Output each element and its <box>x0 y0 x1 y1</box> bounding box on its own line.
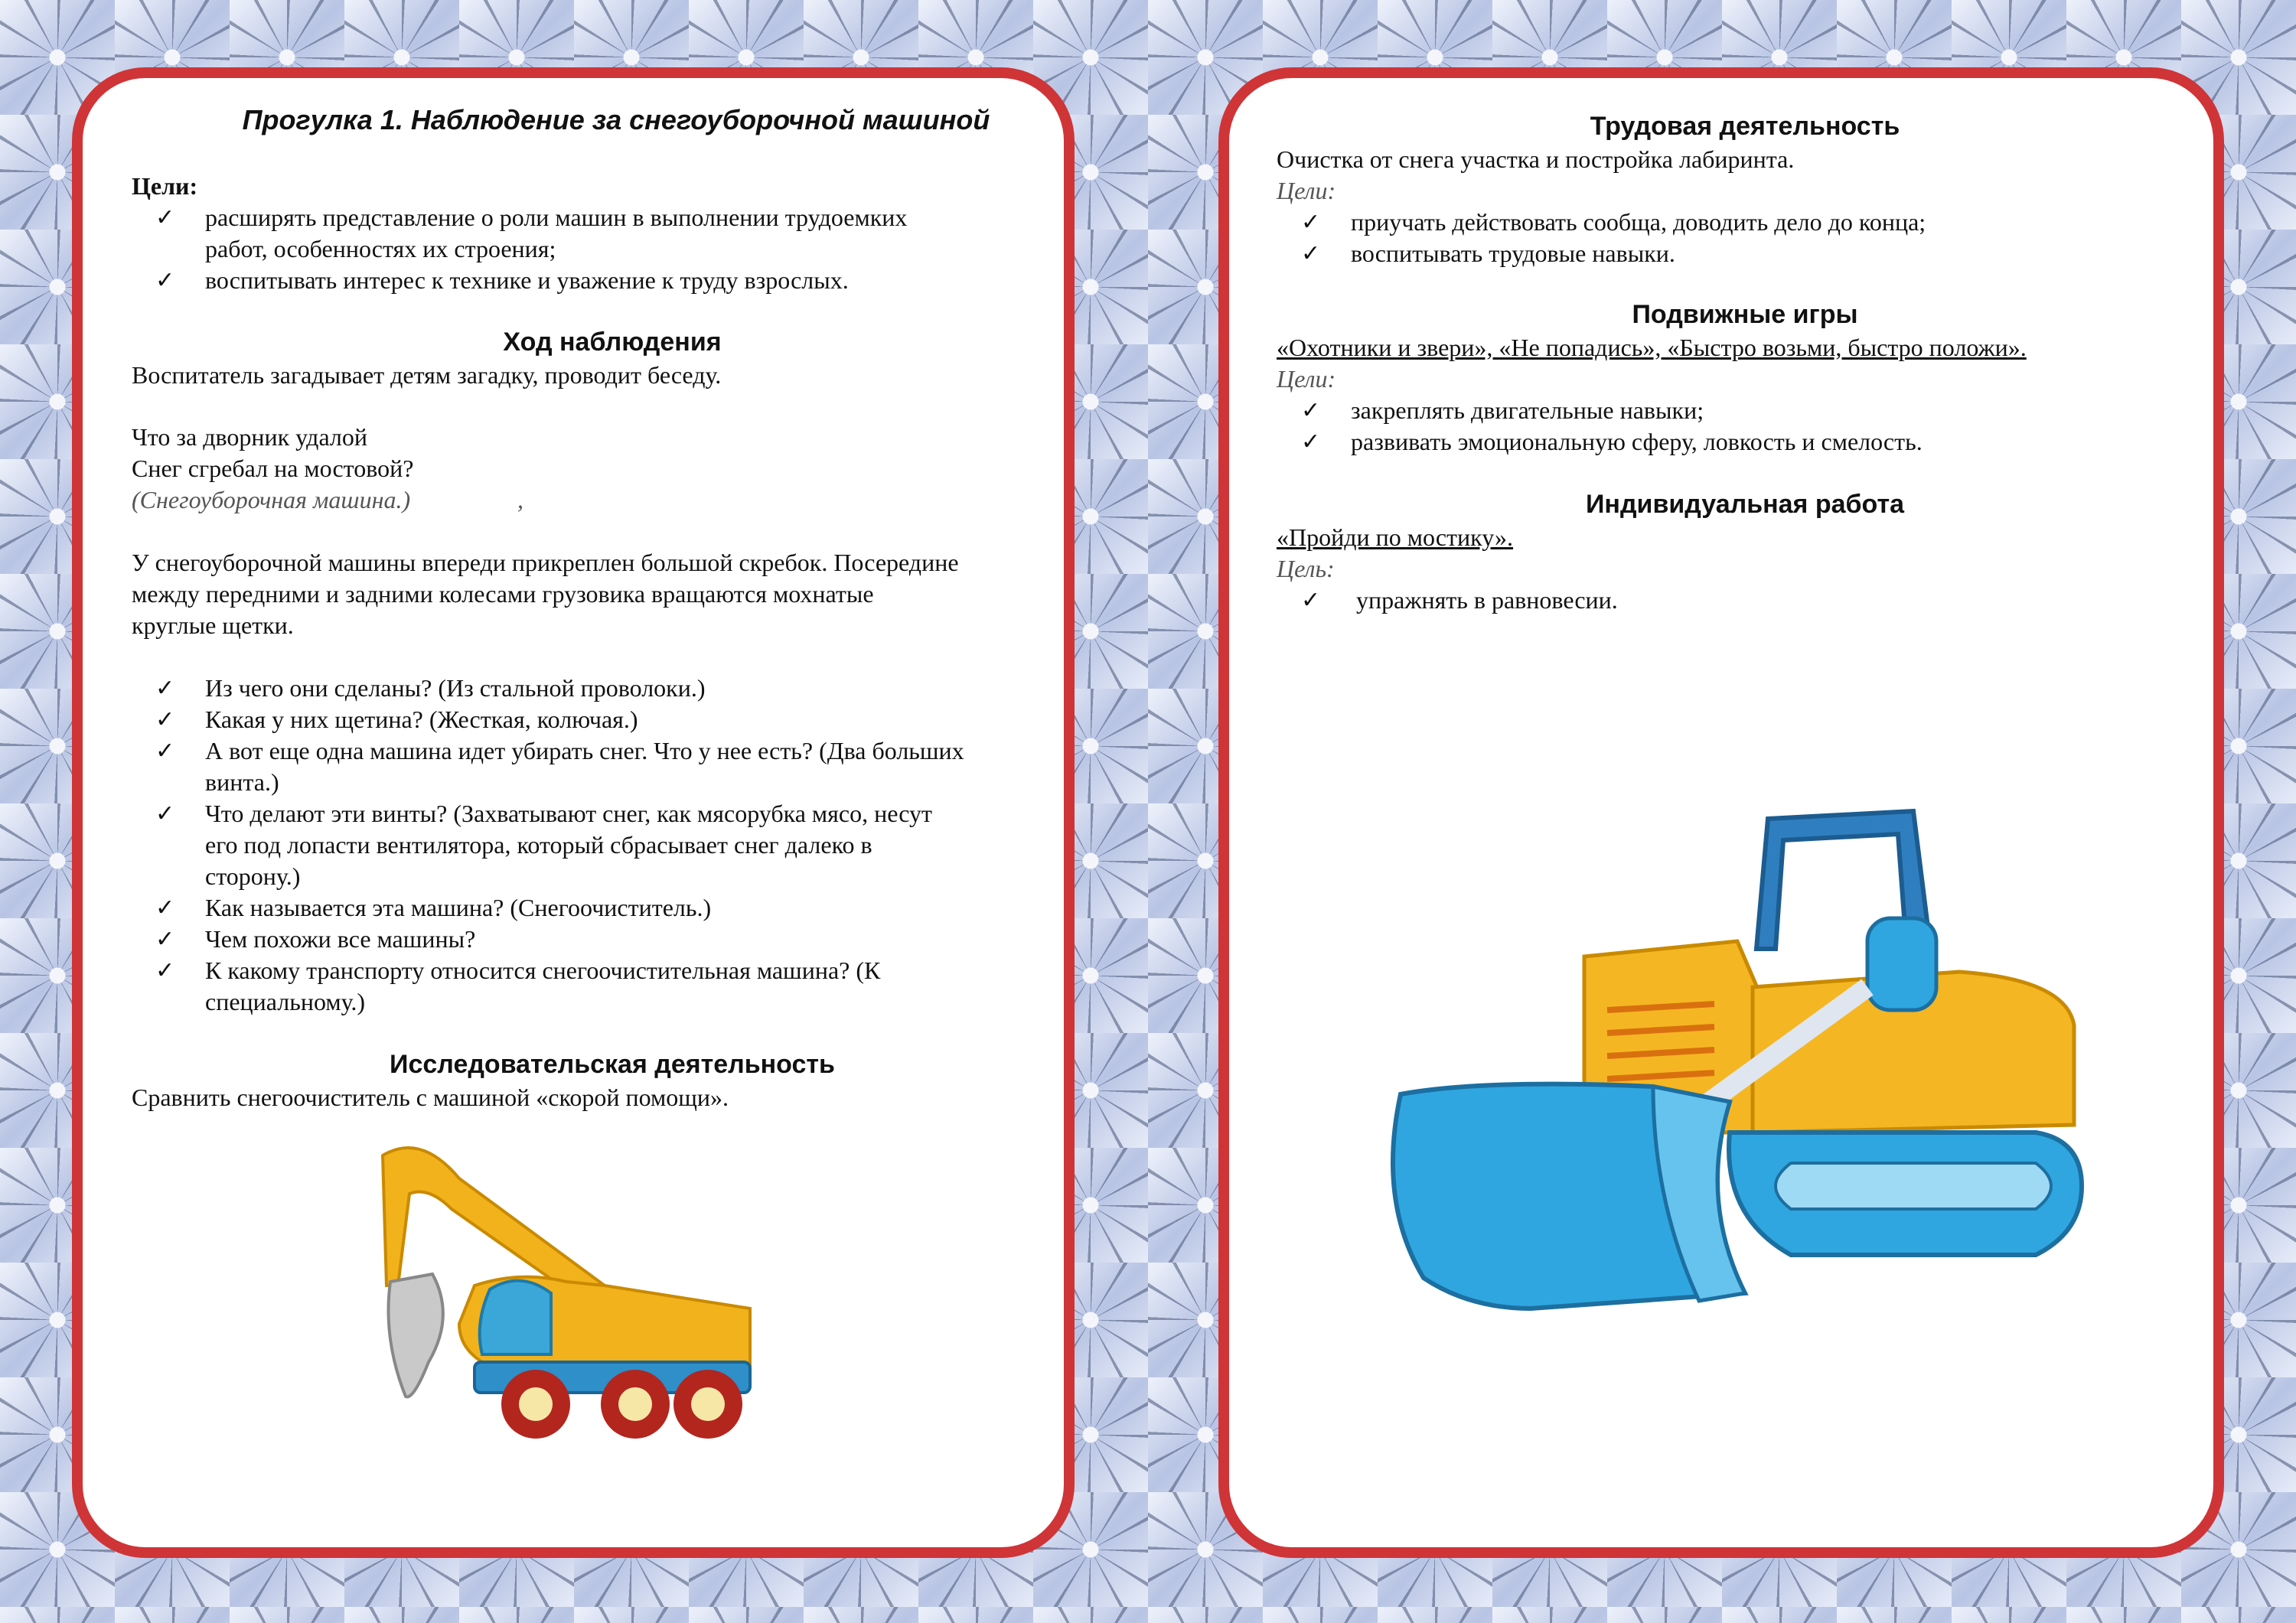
question-item: Чем похожи все машины? <box>205 925 476 953</box>
checkmark-icon: ✓ <box>155 957 175 984</box>
individual-goal-item: упражнять в равновесии. <box>1356 586 1618 614</box>
goals-label: Цели: <box>132 172 198 200</box>
description-line: круглые щетки. <box>132 611 294 639</box>
labor-goals-label: Цели: <box>1277 177 1336 204</box>
checkmark-icon: ✓ <box>155 895 175 921</box>
description-line: У снегоуборочной машины впереди прикреплен большой скребок. Посередине <box>132 549 959 576</box>
games-text: «Охотники и звери», «Не попадись», «Быстро возьми, быстро положи». <box>1277 334 2027 361</box>
checkmark-icon: ✓ <box>155 738 175 764</box>
individual-goal-label: Цель: <box>1277 555 1335 582</box>
checkmark-icon: ✓ <box>1301 209 1321 236</box>
checkmark-icon: ✓ <box>155 800 175 827</box>
labor-heading: Трудовая деятельность <box>1590 112 1900 141</box>
games-heading: Подвижные игры <box>1632 300 1858 329</box>
description-line: между передними и задними колесами грузовика вращаются мохнатые <box>132 580 874 608</box>
goal-item: расширять представление о роли машин в выполнении трудоемких <box>205 204 908 231</box>
excavator-illustration <box>367 1140 765 1477</box>
question-item-cont: винта.) <box>205 768 279 796</box>
goal-item: воспитывать интерес к технике и уважение к труду взрослых. <box>205 266 849 294</box>
left-title: Прогулка 1. Наблюдение за снегоуборочной машиной <box>242 104 990 135</box>
checkmark-icon: ✓ <box>1301 240 1321 267</box>
checkmark-icon: ✓ <box>1301 429 1321 455</box>
individual-heading: Индивидуальная работа <box>1585 490 1905 519</box>
question-item: Что делают эти винты? (Захватывают снег, как мясорубка мясо, несут <box>205 800 932 827</box>
checkmark-icon: ✓ <box>155 675 175 702</box>
games-goal-item: развивать эмоциональную сферу, ловкость и смелость. <box>1351 428 1923 455</box>
goal-item-cont: работ, особенностях их строения; <box>205 235 556 262</box>
checkmark-icon: ✓ <box>1301 587 1321 614</box>
question-item: Из чего они сделаны? (Из стальной проволоки.) <box>205 674 706 702</box>
research-heading: Исследовательская деятельность <box>390 1050 835 1079</box>
labor-goal-item: воспитывать трудовые навыки. <box>1351 240 1675 267</box>
observation-heading: Ход наблюдения <box>503 328 722 357</box>
riddle-line: Снег сгребал на мостовой? <box>132 455 414 482</box>
question-item-cont: его под лопасти вентилятора, который сбрасывает снег далеко в <box>205 831 872 859</box>
checkmark-icon: ✓ <box>1301 397 1321 424</box>
observation-intro: Воспитатель загадывает детям загадку, проводит беседу. <box>132 361 722 389</box>
labor-text: Очистка от снега участка и постройка лабиринта. <box>1277 145 1795 173</box>
riddle-comma: , <box>517 486 523 513</box>
checkmark-icon: ✓ <box>155 204 175 231</box>
riddle-answer: (Снегоуборочная машина.) <box>132 486 411 513</box>
individual-text: «Пройди по мостику». <box>1277 523 1514 551</box>
question-item: А вот еще одна машина идет убирать снег. Что у нее есть? (Два больших <box>205 737 964 764</box>
games-goals-label: Цели: <box>1277 365 1336 393</box>
question-item-cont: специальному.) <box>205 988 366 1015</box>
question-item-cont: сторону.) <box>205 862 301 890</box>
checkmark-icon: ✓ <box>155 926 175 953</box>
research-text: Сравнить снегоочиститель с машиной «скорой помощи». <box>132 1084 729 1111</box>
question-item: К какому транспорту относится снегоочистительная машина? (К <box>205 957 881 984</box>
question-item: Как называется эта машина? (Снегоочиститель.) <box>205 894 712 921</box>
labor-goal-item: приучать действовать сообща, доводить дело до конца; <box>1351 208 1926 236</box>
checkmark-icon: ✓ <box>155 706 175 733</box>
checkmark-icon: ✓ <box>155 267 175 294</box>
riddle-line: Что за дворник удалой <box>132 423 368 451</box>
bulldozer-illustration <box>1378 803 2112 1324</box>
games-goal-item: закреплять двигательные навыки; <box>1351 396 1704 424</box>
question-item: Какая у них щетина? (Жесткая, колючая.) <box>205 706 638 733</box>
